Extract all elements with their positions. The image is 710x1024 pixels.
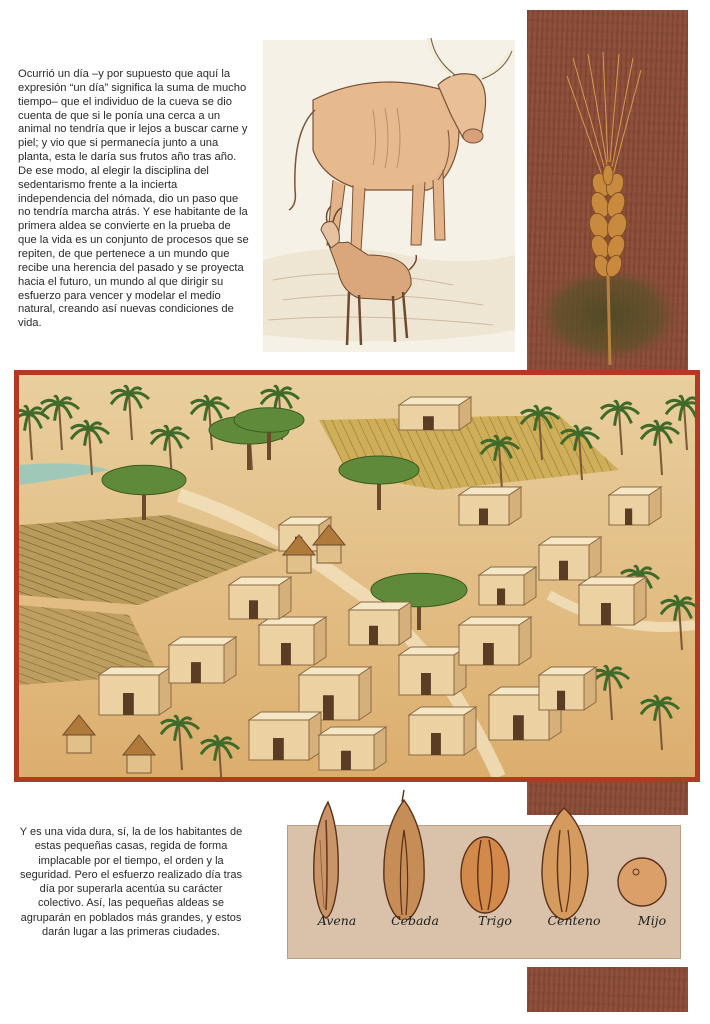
- wheat-ear-illustration: [533, 50, 683, 370]
- mud-house: [259, 617, 326, 665]
- mud-house: [459, 617, 531, 665]
- mud-house: [409, 707, 476, 755]
- millet-grain: [618, 858, 666, 906]
- wheat-grain: [461, 837, 509, 913]
- grain-label-cebada: Cebada: [391, 913, 439, 928]
- mud-house: [319, 727, 386, 770]
- mud-house: [539, 667, 596, 710]
- grain-drawings: [276, 790, 690, 920]
- mud-house: [229, 577, 291, 619]
- mud-house: [169, 637, 236, 683]
- mud-house: [459, 487, 521, 525]
- barley-grain: [384, 790, 424, 920]
- closing-paragraph: Y es una vida dura, sí, la de los habitantes de estas pequeñas casas, regida de forma implacable por el tiempo, el orden y la seguridad. Pero el esfuerzo realizado día tras día por superarla acentúa su carácter colectivo. Así, las pequeñas aldeas se agruparán en poblados más grandes, y estos darán lugar a las primeras ciudades.: [19, 826, 243, 939]
- mud-house: [99, 667, 171, 715]
- mud-house: [399, 647, 466, 695]
- mud-house: [249, 712, 321, 760]
- grain-label-centeno: Centeno: [547, 913, 601, 928]
- intro-paragraph: Ocurrió un día –y por supuesto que aquí la expresión “un día” significa la suma de mucho tiempo– que el individuo de la cueva se dio cuenta de que si le ponía una cerca a un animal no tendría que ir lejos a buscar carne y piel; y vio que si permanecía junto a una planta, esta le daría sus frutos año tras año. De ese modo, al elegir la disciplina del sedentarismo frente a la incierta independencia del nómada, dio un paso que no tendría marcha atrás. Y ese habitante de la primera aldea se convierte en la prueba de que la vida es un conjunto de procesos que se repiten, de que pertenece a un mundo que recibe una herencia del pasado y se proyecta hacia el futuro, un mundo al que dirigir su esfuerzo para vencer y modelar el medio natural, creando así nuevas condiciones de vida.: [18, 68, 249, 330]
- oat-grain: [314, 802, 339, 918]
- grain-label-trigo: Trigo: [478, 913, 512, 928]
- neolithic-village-illustration: [19, 375, 695, 777]
- mud-house: [609, 487, 661, 525]
- village-illustration-frame: [14, 370, 700, 782]
- grain-label-avena: Avena: [317, 913, 357, 928]
- grain-label-mijo: Mijo: [637, 913, 667, 928]
- rye-grain: [542, 808, 588, 920]
- cattle-and-goat-illustration: [253, 30, 525, 360]
- mud-house: [579, 577, 646, 625]
- mud-house: [399, 397, 471, 430]
- mud-house: [479, 567, 536, 605]
- mud-house: [349, 602, 411, 645]
- mud-house: [539, 537, 601, 580]
